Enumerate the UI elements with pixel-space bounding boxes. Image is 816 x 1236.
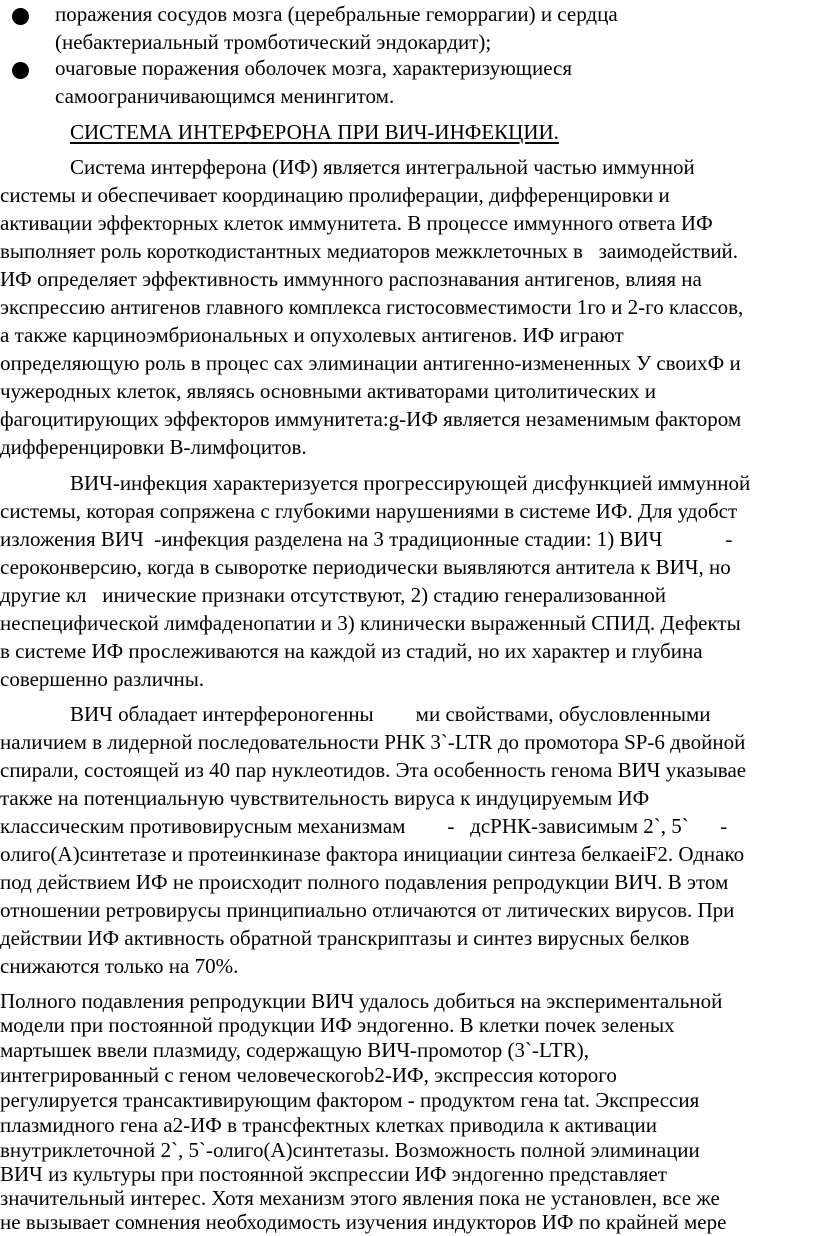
paragraph-line: неспецифической лимфаденопатии и 3) клинически выраженный СПИД. Дефекты [0,611,741,635]
paragraph-line: Полного подавления репродукции ВИЧ удалось добиться на экспериментальной [0,989,723,1013]
bullet-1-line-2: (небактериальный тромботический эндокардит); [55,30,492,54]
paragraph-line: а также карциноэмбриональных и опухолевых антигенов. ИФ играют [0,323,624,347]
paragraph-line: выполняет роль короткодистантных медиаторов межклеточных в заимодействий. [0,239,739,263]
paragraph-line: системы и обеспечивает координацию пролиферации, дифференцировки и [0,183,670,207]
paragraph-line: мартышек ввели плазмиду, содержащую ВИЧ-промотор (3`-LTR), [0,1038,589,1062]
paragraph-line: чужеродных клеток, являясь основными активаторами цитолитических и [0,379,656,403]
paragraph-line: олиго(А)синтетазе и протеинкиназе фактора инициации синтеза белкаeiF2. Однако [0,842,745,866]
paragraph-line: наличием в лидерной последовательности РНК 3`-LTR до промотора SP-6 двойной [0,730,746,754]
bullet-2-line-2: самоограничивающимся менингитом. [55,84,395,108]
paragraph-line: изложения ВИЧ -инфекция разделена на 3 традиционные стадии: 1) ВИЧ - [0,527,733,551]
bullet-icon [12,62,29,79]
section-heading: СИСТЕМА ИНТЕРФЕРОНА ПРИ ВИЧ-ИНФЕКЦИИ. [70,120,559,144]
paragraph-line: фагоцитирующих эффекторов иммунитета:g-ИФ является незаменимым фактором [0,407,742,431]
bullet-2-line-1: очаговые поражения оболочек мозга, характеризующиеся [55,56,573,80]
paragraph-line: дифференцировки В-лимфоцитов. [0,435,307,459]
paragraph-line: интегрированный с геном человеческогоb2-ИФ, экспрессия которого [0,1063,617,1087]
paragraph-line: действии ИФ активность обратной транскриптазы и синтез вирусных белков [0,926,690,950]
paragraph-line: плазмидного гена a2-ИФ в трансфектных клетках приводила к активации [0,1113,658,1137]
paragraph-line: модели при постоянной продукции ИФ эндогенно. В клетки почек зеленых [0,1013,675,1037]
paragraph-line: регулируется трансактивирующим фактором - продуктом гена tat. Экспрессия [0,1088,700,1112]
paragraph-line: спирали, состоящей из 40 пар нуклеотидов. Эта особенность генома ВИЧ указывае [0,758,747,782]
paragraph-line: ВИЧ из культуры при постоянной экспрессии ИФ эндогенно представляет [0,1162,667,1186]
paragraph-line: также на потенциальную чувствительность вируса к индуцируемым ИФ [0,786,650,810]
paragraph-line: значительный интерес. Хотя механизм этого явления пока не установлен, все же [0,1186,720,1210]
paragraph-line: в системе ИФ прослеживаются на каждой из стадий, но их характер и глубина [0,639,703,663]
paragraph-line: другие кл инические признаки отсутствуют, 2) стадию генерализованной [0,583,667,607]
paragraph-line: классическим противовирусным механизмам - дсРНК-зависимым 2`, 5` - [0,814,728,838]
paragraph-line: отношении ретровирусы принципиально отличаются от литических вирусов. При [0,898,735,922]
paragraph-line: экспрессию антигенов главного комплекса гистосовместимости 1го и 2-го классов, [0,295,744,319]
paragraph-line: не вызывает сомнения необходимость изучения индукторов ИФ по крайней мере [0,1210,727,1234]
bullet-icon [12,8,29,25]
paragraph-line: ВИЧ обладает интерфероногенны ми свойствами, обусловленными [70,702,711,726]
paragraph-line: снижаются только на 70%. [0,954,239,978]
paragraph-line: активации эффекторных клеток иммунитета. В процессе иммунного ответа ИФ [0,211,713,235]
paragraph-line: сероконверсию, когда в сыворотке периодически выявляются антитела к ВИЧ, но [0,555,731,579]
paragraph-line: под действием ИФ не происходит полного подавления репродукции ВИЧ. В этом [0,870,729,894]
paragraph-line: совершенно различны. [0,667,205,691]
paragraph-line: Система интерферона (ИФ) является интегральной частью иммунной [70,155,695,179]
paragraph-line: внутриклеточной 2`, 5`-олиго(А)синтетазы. Возможность полной элиминации [0,1138,700,1162]
paragraph-line: ИФ определяет эффективность иммунного распознавания антигенов, влияя на [0,267,702,291]
paragraph-line: системы, которая сопряжена с глубокими нарушениями в системе ИФ. Для удобст [0,499,738,523]
paragraph-line: ВИЧ-инфекция характеризуется прогрессирующей дисфункцией иммунной [70,471,751,495]
bullet-1-line-1: поражения сосудов мозга (церебральные геморрагии) и сердца [55,2,618,26]
paragraph-line: определяющую роль в процес сах элиминации антигенно-измененных У своихФ и [0,351,741,375]
